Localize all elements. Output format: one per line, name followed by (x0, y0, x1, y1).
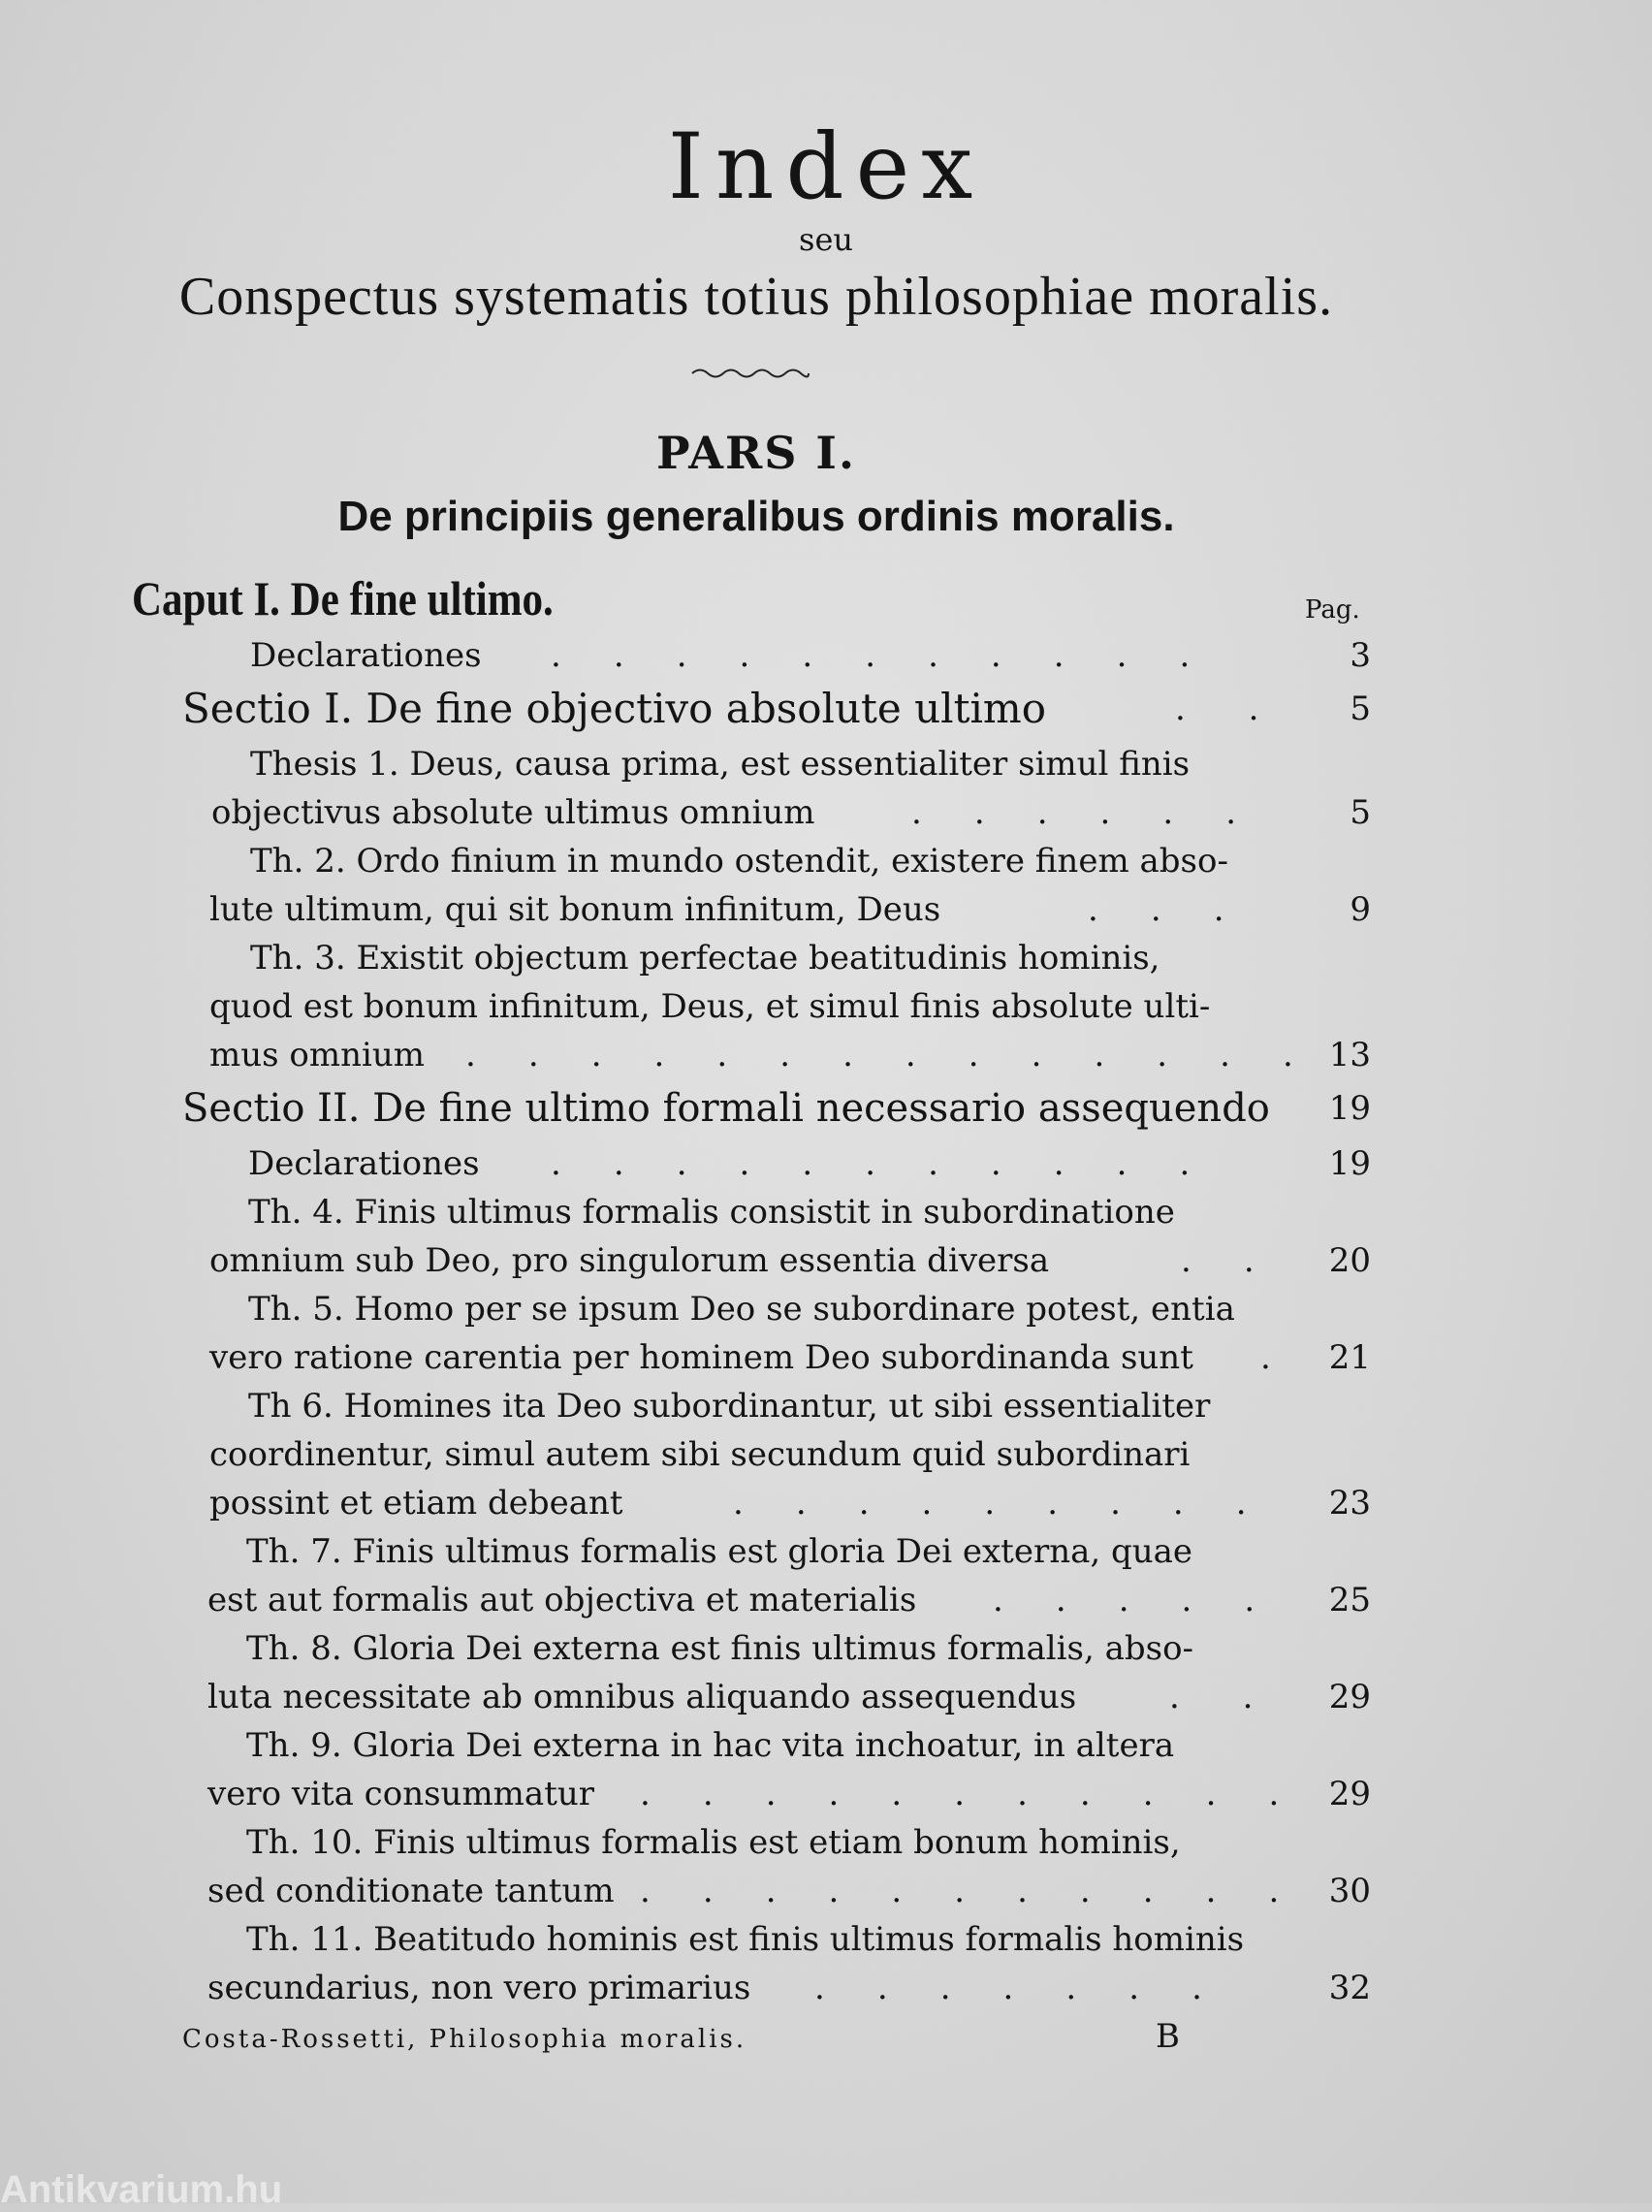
toc-page-number: 25 (1328, 1581, 1371, 1619)
toc-page-number: 29 (1328, 1775, 1371, 1813)
toc-entry-text: vero vita consummatur (207, 1775, 595, 1813)
title-conjunction: seu (799, 221, 853, 258)
toc-entry-text: Th. 3. Existit objectum perfectae beatitudinis hominis, (250, 939, 1160, 978)
dot-leader: . (1260, 1338, 1271, 1377)
toc-page-number: 19 (1328, 1144, 1371, 1183)
toc-entry-text: mus omnium (209, 1036, 426, 1074)
dot-leader: . . . . . . . . . . . . . . (465, 1036, 1293, 1074)
toc-entry-text: Th. 2. Ordo finium in mundo ostendit, existere finem abso- (250, 842, 1228, 881)
toc-entry-text: Declarationes (250, 636, 482, 675)
dot-leader: . . (1169, 1678, 1254, 1716)
wave-ornament-icon (690, 367, 810, 380)
toc-section-text: Sectio II. De fine ultimo formali necessario assequendo (182, 1086, 1270, 1131)
toc-page-number: 23 (1328, 1484, 1371, 1523)
dot-leader: . . . . . . . (814, 1969, 1202, 2007)
toc-entry-text: vero ratione carentia per hominem Deo subordinanda sunt (209, 1338, 1193, 1377)
watermark: Antikvarium.hu (0, 2168, 283, 2211)
toc-entry-text: omnium sub Deo, pro singulorum essentia diversa (209, 1241, 1050, 1280)
toc-entry-text: Th. 11. Beatitudo hominis est finis ultimus formalis hominis (246, 1920, 1245, 1959)
dot-leader: . . . . . . (911, 793, 1237, 832)
caput-heading: Caput I. De fine ultimo. (132, 571, 554, 625)
toc-entry-text: Th. 8. Gloria Dei externa est finis ultimus formalis, abso- (246, 1629, 1194, 1668)
toc-section-text: Sectio I. De fine objectivo absolute ultimo (182, 685, 1047, 732)
toc-entry-text: luta necessitate ab omnibus aliquando assequendus (207, 1678, 1077, 1716)
index-title: Index (667, 114, 985, 220)
dot-leader: . . . . . (993, 1581, 1255, 1619)
toc-entry-text: est aut formalis aut objectiva et materialis (207, 1581, 917, 1619)
toc-page-number: 19 (1328, 1089, 1371, 1128)
toc-entry-text: possint et etiam debeant (209, 1484, 623, 1523)
pars-subtitle: De principiis generalibus ordinis moralis. (337, 493, 1175, 540)
toc-page-number: 21 (1328, 1338, 1371, 1377)
toc-entry-text: lute ultimum, qui sit bonum infinitum, Deus (209, 890, 941, 929)
dot-leader: . . . . . . . . . . . (640, 1775, 1280, 1813)
toc-entry-text: Th. 7. Finis ultimus formalis est gloria Dei externa, quae (246, 1532, 1193, 1571)
toc-page-number: 5 (1350, 689, 1371, 728)
footer-signature-mark: B (1156, 2017, 1180, 2056)
dot-leader: . . . (1088, 890, 1224, 929)
toc-page-number: 20 (1328, 1241, 1371, 1280)
toc-page-number: 30 (1328, 1872, 1371, 1910)
toc-entry-text: Thesis 1. Deus, causa prima, est essentialiter simul finis (250, 745, 1191, 784)
toc-entry-text: Th 6. Homines ita Deo subordinantur, ut sibi essentialiter (248, 1387, 1211, 1426)
toc-page-number: 9 (1350, 890, 1371, 929)
toc-entry-text: objectivus absolute ultimus omnium (211, 793, 815, 832)
toc-page-number: 5 (1350, 793, 1371, 832)
toc-page-number: 3 (1350, 636, 1371, 675)
dot-leader: . . . . . . . . . . . (551, 1144, 1191, 1183)
toc-entry-text: Th. 9. Gloria Dei externa in hac vita inchoatur, in altera (246, 1726, 1175, 1765)
toc-entry-text: Th. 10. Finis ultimus formalis est etiam bonum hominis, (246, 1823, 1181, 1862)
index-subtitle: Conspectus systematis totius philosophiae moralis. (178, 267, 1334, 327)
dot-leader: . . (1175, 689, 1259, 728)
toc-page-number: 32 (1328, 1969, 1371, 2007)
toc-page-number: 13 (1328, 1036, 1371, 1074)
dot-leader: . . (1181, 1241, 1255, 1280)
dot-leader: . . . . . . . . . . . (640, 1872, 1280, 1910)
toc-entry-text: sed conditionate tantum (207, 1872, 615, 1910)
toc-entry-text: Th. 5. Homo per se ipsum Deo se subordinare potest, entia (248, 1290, 1235, 1329)
toc-entry-text: secundarius, non vero primarius (207, 1969, 751, 2007)
dot-leader: . . . . . . . . . . . (551, 636, 1191, 675)
toc-entry-text: quod est bonum infinitum, Deus, et simul finis absolute ulti- (209, 987, 1211, 1026)
pars-heading: PARS I. (656, 427, 856, 479)
toc-entry-text: Declarationes (248, 1144, 480, 1183)
page-column-label: Pag. (1305, 595, 1360, 625)
toc-entry-text: coordinentur, simul autem sibi secundum quid subordinari (209, 1435, 1191, 1474)
dot-leader: . . . . . . . . . (733, 1484, 1247, 1523)
toc-entry-text: Th. 4. Finis ultimus formalis consistit in subordinatione (248, 1193, 1175, 1232)
toc-page-number: 29 (1328, 1678, 1371, 1716)
footer-author-work: Costa-Rossetti, Philosophia moralis. (182, 2025, 747, 2054)
